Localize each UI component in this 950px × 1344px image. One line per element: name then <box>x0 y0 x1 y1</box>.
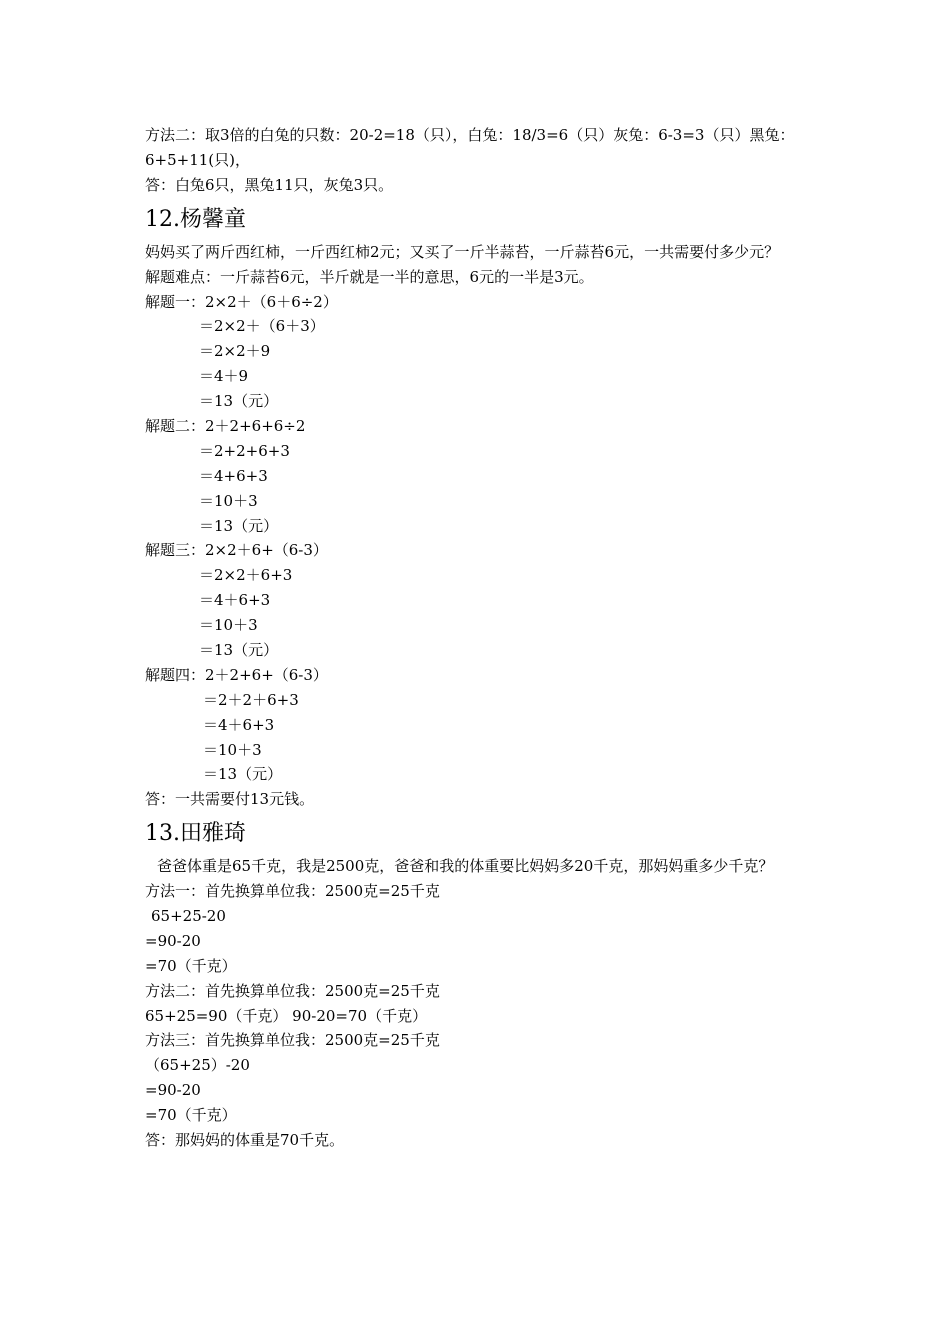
section12-heading: 12.杨馨童 <box>145 206 246 232</box>
section13-method2-label: 方法二：首先换算单位我：2500克=25千克 <box>145 981 440 1000</box>
solution2-step: ＝13（元） <box>199 516 279 535</box>
section12-solution1-label: 解题一：2×2＋（6＋6÷2） <box>145 292 338 311</box>
solution1-step: ＝2×2＋9 <box>199 342 271 361</box>
method3-step: =70（千克） <box>145 1106 237 1125</box>
section12-solution4-label: 解题四：2＋2+6+（6-3） <box>145 665 328 684</box>
solution3-step: ＝13（元） <box>199 640 279 659</box>
method1-step: =70（千克） <box>145 956 237 975</box>
section13-heading: 13.田雅琦 <box>145 821 246 847</box>
method3-step: =90-20 <box>145 1081 201 1100</box>
solution2-step: ＝2+2+6+3 <box>199 441 290 460</box>
solution2-step: ＝4+6+3 <box>199 466 268 485</box>
intro-method2: 方法二：取3倍的白兔的只数：20-2=18（只），白兔：18/3=6（只）灰兔：6-3=3（只）黑兔：6+5+11(只)， <box>145 126 795 169</box>
solution3-step: ＝10＋3 <box>199 616 258 635</box>
section12-solution2-label: 解题二：2＋2+6+6÷2 <box>145 416 306 435</box>
solution1-step: ＝13（元） <box>199 392 279 411</box>
section12-difficulty: 解题难点：一斤蒜苔6元，半斤就是一半的意思，6元的一半是3元。 <box>145 267 594 286</box>
solution3-step: ＝4＋6+3 <box>199 591 271 610</box>
section13-method1-label: 方法一：首先换算单位我：2500克=25千克 <box>145 882 440 901</box>
section12-solution3-label: 解题三：2×2＋6+（6-3） <box>145 541 328 560</box>
solution4-step: ＝13（元） <box>203 765 283 784</box>
solution1-step: ＝4＋9 <box>199 367 249 386</box>
solution3-step: ＝2×2＋6+3 <box>199 566 293 585</box>
solution2-step: ＝10＋3 <box>199 491 258 510</box>
solution4-step: ＝2＋2＋6+3 <box>203 690 299 709</box>
solution4-step: ＝10＋3 <box>203 740 262 759</box>
method1-step: 65+25-20 <box>151 907 226 925</box>
document-page <box>145 123 810 1153</box>
method2-step: 65+25=90（千克） 90-20=70（千克） <box>145 1006 428 1025</box>
section13-answer: 答：那妈妈的体重是70千克。 <box>145 1131 345 1150</box>
section13-problem: 爸爸体重是65千克，我是2500克，爸爸和我的体重要比妈妈多20千克，那妈妈重多少千克？ <box>157 857 774 876</box>
section12-answer: 答：一共需要付13元钱。 <box>145 790 315 809</box>
intro-answer: 答：白兔6只，黑兔11只，灰兔3只。 <box>145 175 394 194</box>
solution1-step: ＝2×2＋（6＋3） <box>199 317 325 336</box>
method1-step: =90-20 <box>145 931 201 950</box>
solution4-step: ＝4＋6+3 <box>203 715 275 734</box>
method3-step: （65+25）-20 <box>145 1056 250 1075</box>
section12-problem: 妈妈买了两斤西红柿，一斤西红柿2元；又买了一斤半蒜苔，一斤蒜苔6元，一共需要付多少元？ <box>145 242 780 261</box>
section13-method3-label: 方法三：首先换算单位我：2500克=25千克 <box>145 1031 440 1050</box>
